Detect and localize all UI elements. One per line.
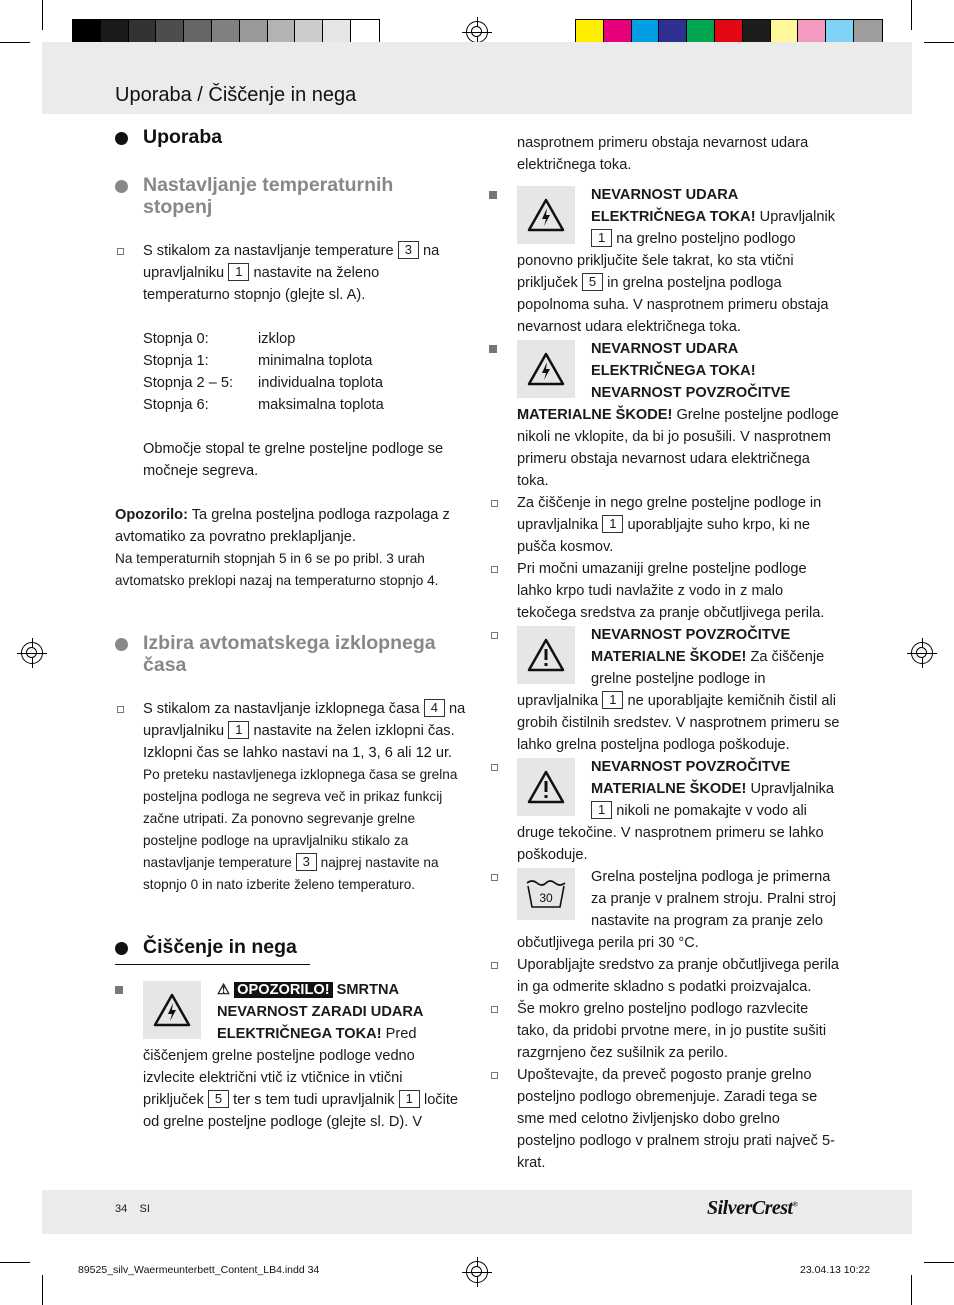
table-row: Stopnja 6: maksimalna toplota	[143, 397, 384, 413]
ref-number: 1	[399, 1090, 420, 1108]
ref-number: 1	[228, 721, 249, 739]
list-item: Uporabljajte sredstvo za pranje občutljivega perila in ga odmerite skladno s podatki proizvajalca.	[489, 954, 841, 998]
ref-number: 1	[591, 801, 612, 819]
page-number: 34 SI	[115, 1203, 150, 1215]
caution-warning-icon	[517, 758, 575, 816]
ref-number: 5	[582, 273, 603, 291]
ref-number: 1	[602, 691, 623, 709]
ref-number: 3	[398, 241, 419, 259]
checkbox-bullet-icon	[491, 874, 498, 881]
electric-shock-warning-icon	[517, 186, 575, 244]
crop-mark	[42, 1275, 43, 1305]
bullet-icon	[115, 638, 128, 651]
checkbox-bullet-icon	[117, 706, 124, 713]
warning-item: NEVARNOST UDARA ELEKTRIČNEGA TOKA! NEVARNOST POVZROČITVE MATERIALNE ŠKODE! Grelne posteljne podloge nikoli ne vklopite, da bi jo posušili. V nasprotnem primeru obstaja nevarnost udara električnega toka.	[489, 338, 841, 492]
list-item: Za čiščenje in nego grelne posteljne podloge in upravljalnika 1 uporabljajte suho krpo, ki ne pušča kosmov.	[489, 492, 841, 558]
crop-mark	[0, 42, 30, 43]
list-item: Upoštevajte, da preveč pogosto pranje grelno posteljno podlogo obremenjuje. Zaradi tega se sme med celotno življenjsko dobo grelno posteljno podlogo v pralnem stroju prati največ 5-krat.	[489, 1064, 841, 1174]
ref-number: 1	[591, 229, 612, 247]
brand-logo: SilverCrest®	[707, 1197, 798, 1219]
registration-mark-icon	[911, 642, 933, 664]
warning-item: NEVARNOST POVZROČITVE MATERIALNE ŠKODE! Za čiščenje grelne posteljne podloge in upravljalnika 1 ne uporabljajte kemičnih čistil ali grobih čistilnih sredstev. V nasprotnem primeru se lahko grelna posteljna podloga poškoduje.	[489, 624, 841, 756]
page-title: Uporaba / Čiščenje in nega	[115, 84, 357, 106]
electric-shock-warning-icon	[517, 340, 575, 398]
checkbox-bullet-icon	[491, 962, 498, 969]
bullet-icon	[115, 942, 128, 955]
ref-number: 3	[296, 853, 317, 871]
ref-number: 5	[208, 1090, 229, 1108]
paragraph: Območje stopal te grelne posteljne podloge se močneje segreva.	[143, 441, 444, 479]
table-row: Stopnja 2 – 5: individualna toplota	[143, 375, 383, 391]
section-heading-cleaning: Čiščenje in nega	[115, 936, 467, 965]
right-column	[489, 132, 841, 1174]
crop-mark	[924, 42, 954, 43]
bullet-icon	[115, 180, 128, 193]
section-heading-uporaba: Uporaba	[115, 126, 467, 148]
crop-mark	[911, 0, 912, 30]
warning-item: NEVARNOST UDARA ELEKTRIČNEGA TOKA! Upravljalnik 1 na grelno posteljno podlogo ponovno priključite šele takrat, ko sta vtični priključek 5 in grelna posteljna podloga popolnoma suha. V nasprotnem primeru obstaja nevarnost udara električnega toka.	[489, 184, 841, 338]
crop-mark	[924, 1262, 954, 1263]
registration-mark-icon	[466, 1261, 488, 1283]
crop-mark	[911, 1275, 912, 1305]
checkbox-bullet-icon	[491, 1006, 498, 1013]
crop-mark	[0, 1262, 30, 1263]
slug-filename: 89525_silv_Waermeunterbett_Content_LB4.indd 34	[78, 1264, 320, 1276]
bullet-icon	[115, 132, 128, 145]
checkbox-bullet-icon	[491, 632, 498, 639]
checkbox-bullet-icon	[491, 566, 498, 573]
warning-item: ⚠ OPOZORILO! SMRTNA NEVARNOST ZARADI UDARA ELEKTRIČNEGA TOKA! Pred čiščenjem grelne posteljne podloge vedno izvlecite električni vtič iz vtičnice in vtični priključek 5 ter s tem tudi upravljalnik 1 ločite od grelne posteljne podloge (glejte sl. D). V	[115, 979, 467, 1133]
square-bullet-icon	[489, 345, 497, 353]
section-heading-timer: Izbira avtomatskega izklopnega časa	[115, 632, 467, 676]
checkbox-bullet-icon	[491, 764, 498, 771]
ref-number: 1	[228, 263, 249, 281]
note-paragraph: Opozorilo: Ta grelna posteljna podloga razpolaga z avtomatiko za povratno preklapljanje. Na temperaturnih stopnjah 5 in 6 se po pribl. 3 urah avtomatsko preklopi nazaj na temperaturno stopnjo 4.	[115, 507, 450, 588]
slug-date: 23.04.13 10:22	[800, 1264, 871, 1276]
section-heading-temperature: Nastavljanje temperaturnih stopenj	[115, 174, 467, 218]
registration-mark-icon	[466, 21, 488, 43]
ref-number: 4	[424, 699, 445, 717]
warning-tag: OPOZORILO!	[234, 982, 332, 998]
table-row: Stopnja 1: minimalna toplota	[143, 353, 373, 369]
list-item: S stikalom za nastavljanje izklopnega časa 4 na upravljalniku 1 nastavite na želen izklopni čas. Izklopni čas se lahko nastavi na 1, 3, 6 ali 12 ur. Po preteku nastavljenega izklopnega časa se grelna posteljna podloga ne segreva več in prikaz funkcij začne utripati. Za ponovno segrevanje grelne posteljne podloge na upravljalniku stikalo za nastavljanje temperature 3 najprej nastavite na stopnjo 0 in nato izberite želeno temperaturo.	[115, 698, 467, 896]
list-item: S stikalom za nastavljanje temperature 3 na upravljalniku 1 nastavite na želeno temperaturno stopnjo (glejte sl. A). Stopnja 0: izklop Stopnja 1: minimalna toplota Stopnja 2 – 5: individualna toplota Stopnja 6: maksimalna toplota Območje stopal te grelne posteljne podloge se močneje segreva.	[115, 240, 467, 482]
list-item: 30 Grelna posteljna podloga je primerna za pranje v pralnem stroju. Pralni stroj nastavite na program za pranje zelo občutljivega perila pri 30 °C.	[489, 866, 841, 954]
list-item: Še mokro grelno posteljno podlogo razvlecite tako, da pridobi prvotne mere, in jo pustite sušiti razgrnjeno čez sušilnik za perilo.	[489, 998, 841, 1064]
warning-item: NEVARNOST POVZROČITVE MATERIALNE ŠKODE! Upravljalnika 1 nikoli ne pomakajte v vodo ali druge tekočine. V nasprotnem primeru se lahko poškoduje.	[489, 756, 841, 866]
list-item: Pri močni umazaniji grelne posteljne podloge lahko krpo tudi navlažite z vodo in z malo tekočega sredstva za pranje občutljivega perila.	[489, 558, 841, 624]
crop-mark	[42, 0, 43, 30]
caution-warning-icon	[517, 626, 575, 684]
wash-30-icon	[517, 868, 575, 920]
ref-number: 1	[602, 515, 623, 533]
table-row: Stopnja 0: izklop	[143, 331, 296, 347]
svg-text:30: 30	[539, 891, 553, 905]
square-bullet-icon	[489, 191, 497, 199]
level-table	[143, 328, 467, 416]
registration-mark-icon	[21, 642, 43, 664]
square-bullet-icon	[115, 986, 123, 994]
paragraph-continuation: nasprotnem primeru obstaja nevarnost udara električnega toka.	[517, 135, 809, 173]
heading-underline	[115, 964, 310, 965]
electric-shock-warning-icon	[143, 981, 201, 1039]
checkbox-bullet-icon	[491, 500, 498, 507]
left-column	[115, 126, 467, 1133]
checkbox-bullet-icon	[491, 1072, 498, 1079]
checkbox-bullet-icon	[117, 248, 124, 255]
